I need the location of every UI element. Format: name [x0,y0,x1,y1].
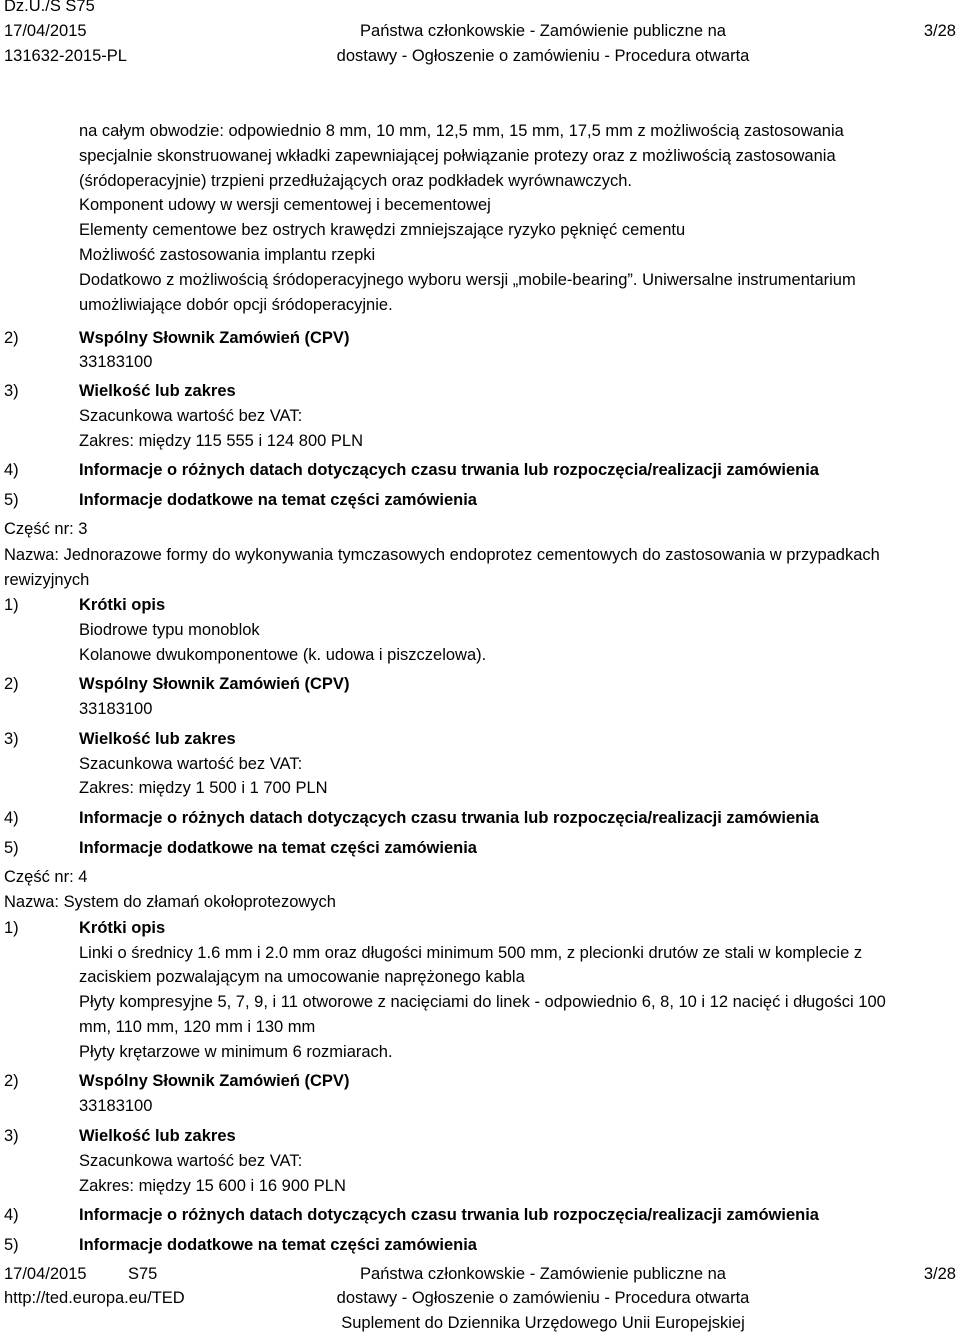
header-title-line2: dostawy - Ogłoszenie o zamówieniu - Procedura otwarta [336,47,750,65]
description-line: specjalnie skonstruowanej wkładki zapewniającej połwiązanie protezy oraz z możliwością zastosowania [79,147,836,165]
header-title-line1: Państwa członkowskie - Zamówienie publiczne na [360,22,726,40]
section-heading-cpv: Wspólny Słownik Zamówień (CPV) [79,1072,350,1090]
section-heading-short-description: Krótki opis [79,596,166,614]
section-number: 5) [4,1236,19,1254]
cpv-code: 33183100 [79,353,153,371]
section-heading-extra-info: Informacje dodatkowe na temat części zamówienia [79,1236,477,1254]
part-number: Część nr: 3 [4,520,88,538]
footer-supplement: Suplement do Dziennika Urzędowego Unii Europejskiej [341,1314,745,1332]
notice-number: 131632-2015-PL [4,47,127,65]
section-number: 3) [4,382,19,400]
section-number: 1) [4,596,19,614]
journal-reference: Dz.U./S S75 [4,0,95,15]
page-header [0,0,960,75]
footer-date: 17/04/2015 [4,1265,87,1283]
description-line: umożliwiające dobór opcji śródoperacyjnie. [79,296,393,314]
section-number: 3) [4,730,19,748]
section-number: 3) [4,1127,19,1145]
description-line: Płyty krętarzowe w minimum 6 rozmiarach. [79,1043,393,1061]
description-line: Biodrowe typu monoblok [79,621,260,639]
description-line: na całym obwodzie: odpowiednio 8 mm, 10 mm, 12,5 mm, 15 mm, 17,5 mm z możliwością zastosowania [79,122,844,140]
section-heading-extra-info: Informacje dodatkowe na temat części zamówienia [79,491,477,509]
section-heading-size: Wielkość lub zakres [79,382,236,400]
footer-title-line2: dostawy - Ogłoszenie o zamówieniu - Procedura otwarta [336,1289,750,1307]
part-name: Nazwa: Jednorazowe formy do wykonywania tymczasowych endoprotez cementowych do zastosowania w przypadkach [4,546,880,564]
description-line: Możliwość zastosowania implantu rzepki [79,246,376,264]
section-number: 5) [4,491,19,509]
value-range: Zakres: między 15 600 i 16 900 PLN [79,1177,346,1195]
section-heading-cpv: Wspólny Słownik Zamówień (CPV) [79,675,350,693]
section-heading-size: Wielkość lub zakres [79,730,236,748]
section-heading-dates: Informacje o różnych datach dotyczących czasu trwania lub rozpoczęcia/realizacji zamówienia [79,1206,819,1224]
page-footer [0,1262,960,1334]
estimated-value-label: Szacunkowa wartość bez VAT: [79,407,303,425]
value-range: Zakres: między 115 555 i 124 800 PLN [79,432,364,450]
part-name: Nazwa: System do złamań okołoprotezowych [4,893,336,911]
value-range: Zakres: między 1 500 i 1 700 PLN [79,779,328,797]
description-line: Dodatkowo z możliwością śródoperacyjnego wyboru wersji „mobile-bearing”. Uniwersalne instrumentarium [79,271,856,289]
part-number: Część nr: 4 [4,868,88,886]
section-heading-cpv: Wspólny Słownik Zamówień (CPV) [79,329,350,347]
part-name-continued: rewizyjnych [4,571,90,589]
section-number: 2) [4,675,19,693]
footer-url-link[interactable]: http://ted.europa.eu/TED [4,1289,185,1307]
cpv-code: 33183100 [79,1097,153,1115]
section-number: 5) [4,839,19,857]
footer-page-number: 3/28 [923,1265,956,1283]
section-number: 2) [4,329,19,347]
section-heading-dates: Informacje o różnych datach dotyczących czasu trwania lub rozpoczęcia/realizacji zamówienia [79,461,819,479]
section-number: 4) [4,461,19,479]
description-line: Komponent udowy w wersji cementowej i becementowej [79,196,491,214]
cpv-code: 33183100 [79,700,153,718]
section-number: 4) [4,809,19,827]
section-number: 4) [4,1206,19,1224]
description-line: Elementy cementowe bez ostrych krawędzi zmniejszające ryzyko pęknięć cementu [79,221,686,239]
estimated-value-label: Szacunkowa wartość bez VAT: [79,1152,303,1170]
section-heading-dates: Informacje o różnych datach dotyczących czasu trwania lub rozpoczęcia/realizacji zamówienia [79,809,819,827]
footer-series: S75 [128,1265,158,1283]
description-line: Płyty kompresyjne 5, 7, 9, i 11 otworowe z nacięciami do linek - odpowiednio 6, 8, 10 i 12 nacięć i długości 100 [79,993,886,1011]
section-heading-extra-info: Informacje dodatkowe na temat części zamówienia [79,839,477,857]
description-line: (śródoperacyjnie) trzpieni przedłużających oraz podkładek wyrównawczych. [79,172,632,190]
description-line: Kolanowe dwukomponentowe (k. udowa i piszczelowa). [79,646,487,664]
description-line: mm, 110 mm, 120 mm i 130 mm [79,1018,316,1036]
section-number: 1) [4,919,19,937]
header-page-number: 3/28 [923,22,956,40]
estimated-value-label: Szacunkowa wartość bez VAT: [79,755,303,773]
description-line: Linki o średnicy 1.6 mm i 2.0 mm oraz długości minimum 500 mm, z plecionki drutów ze stali w komplecie z [79,944,863,962]
header-date: 17/04/2015 [4,22,87,40]
footer-title-line1: Państwa członkowskie - Zamówienie publiczne na [360,1265,726,1283]
section-heading-size: Wielkość lub zakres [79,1127,236,1145]
section-number: 2) [4,1072,19,1090]
description-line: zaciskiem pozwalającym na umocowanie naprężonego kabla [79,968,525,986]
section-heading-short-description: Krótki opis [79,919,166,937]
